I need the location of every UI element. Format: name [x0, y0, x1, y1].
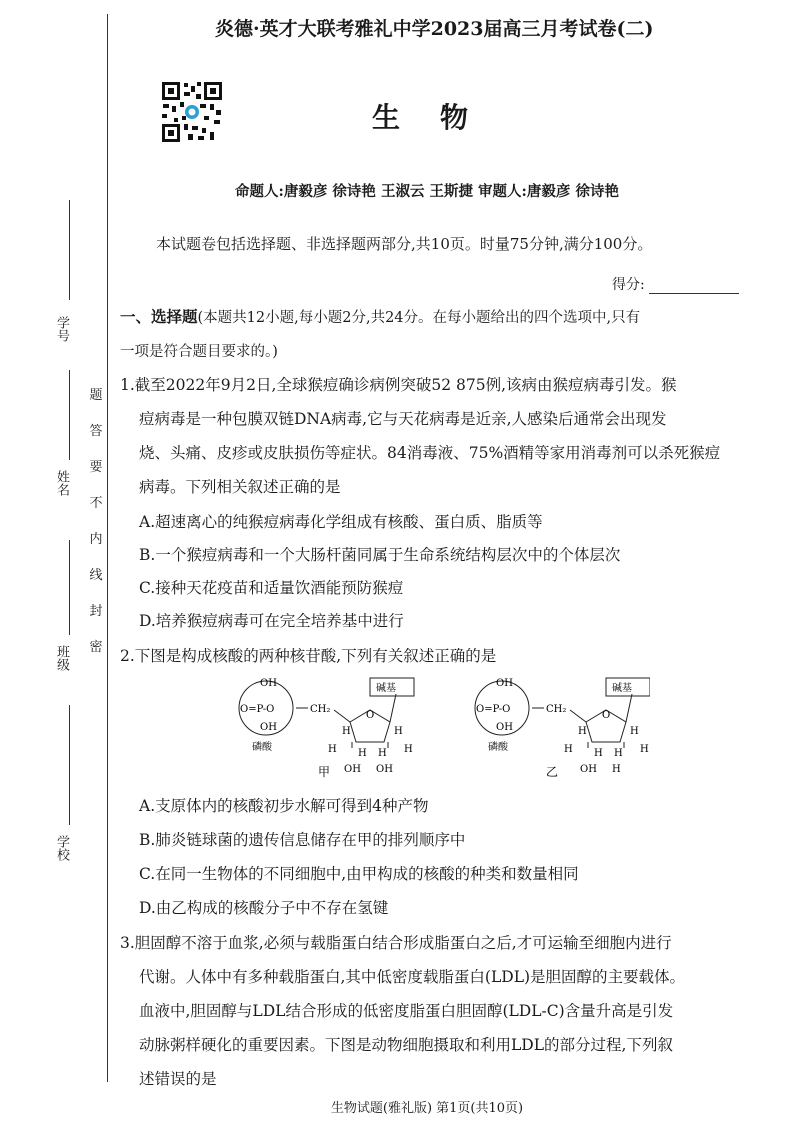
- question-line: 烧、头痛、皮疹或皮肤损伤等症状。84消毒液、75%酒精等家用消毒剂可以杀死猴痘: [139, 444, 721, 462]
- ring-o-label: O: [602, 710, 611, 721]
- school-field[interactable]: [69, 705, 70, 825]
- binding-line: [107, 14, 108, 1082]
- question-line: 血液中,胆固醇与LDL结合形成的低密度脂蛋白胆固醇(LDL-C)含量升高是引发: [139, 1002, 674, 1020]
- nucleotide-b: [475, 678, 650, 779]
- exam-title: 炎德·英才大联考雅礼中学2023届高三月考试卷(二): [215, 18, 654, 40]
- oh-label: OH: [496, 678, 513, 689]
- section-desc: 一项是符合题目要求的。): [120, 344, 278, 360]
- seal-char: 封: [89, 604, 103, 619]
- h-label: H: [640, 744, 649, 755]
- h-label: H: [594, 748, 603, 759]
- base-label: 碱基: [376, 683, 396, 694]
- seal-char: 要: [89, 460, 103, 475]
- oh-label: OH: [580, 764, 597, 775]
- option-b[interactable]: B.肺炎链球菌的遗传信息储存在甲的排列顺序中: [139, 831, 466, 849]
- name-field[interactable]: [69, 370, 70, 460]
- section-heading: [120, 300, 750, 369]
- seal-char: 不: [89, 496, 103, 511]
- oh-label: OH: [260, 722, 277, 733]
- seal-char: 答: [89, 424, 103, 439]
- subject-title: 生物: [372, 101, 509, 134]
- question-line: 痘病毒是一种包膜双链DNA病毒,它与天花病毒是近亲,人感染后通常会出现发: [139, 410, 667, 428]
- seal-char: 线: [89, 568, 103, 583]
- nucleotide-a-label: 甲: [318, 765, 331, 779]
- author-line: 命题人:唐毅彦 徐诗艳 王淑云 王斯捷 审题人:唐毅彦 徐诗艳: [235, 183, 619, 200]
- qr-code-icon[interactable]: [160, 80, 224, 144]
- exam-intro: 本试题卷包括选择题、非选择题两部分,共10页。时量75分钟,满分100分。: [156, 235, 653, 253]
- ch2-label: CH₂: [546, 704, 567, 715]
- class-label: 班级: [54, 645, 69, 671]
- class-field[interactable]: [69, 540, 70, 635]
- page-footer: 生物试题(雅礼版) 第1页(共10页): [330, 1101, 524, 1116]
- oh-label: OH: [496, 722, 513, 733]
- oh-label: OH: [344, 764, 361, 775]
- ch2-label: CH₂: [310, 704, 331, 715]
- question-line: 动脉粥样硬化的重要因素。下图是动物细胞摄取和利用LDL的部分过程,下列叙: [139, 1036, 673, 1054]
- nucleotide-a: [239, 678, 414, 779]
- h-label: H: [394, 726, 403, 737]
- school-label: 学校: [54, 835, 69, 861]
- h-label: H: [378, 748, 387, 759]
- option-d[interactable]: D.培养猴痘病毒可在完全培养基中进行: [139, 612, 404, 630]
- question-2-stem: 2.下图是构成核酸的两种核苷酸,下列有关叙述正确的是: [120, 647, 497, 665]
- h-label: H: [404, 744, 413, 755]
- base-label: 碱基: [612, 683, 632, 694]
- oh-label: OH: [376, 764, 393, 775]
- name-label: 姓名: [54, 470, 69, 496]
- h-label: H: [564, 744, 573, 755]
- option-c[interactable]: C.在同一生物体的不同细胞中,由甲构成的核酸的种类和数量相同: [139, 865, 579, 883]
- phosphate-formula: O=P-O: [476, 704, 511, 715]
- section-title: 一、选择题: [120, 307, 198, 326]
- student-id-field[interactable]: [69, 200, 70, 300]
- oh-label: OH: [260, 678, 277, 689]
- question-line: 3.胆固醇不溶于血浆,必须与载脂蛋白结合形成脂蛋白之后,才可运输至细胞内进行: [120, 934, 672, 952]
- h-label: H: [614, 748, 623, 759]
- question-line: 1.截至2022年9月2日,全球猴痘确诊病例突破52 875例,该病由猴痘病毒引发。猴: [120, 376, 677, 394]
- h-label: H: [612, 764, 621, 775]
- seal-char: 内: [89, 532, 103, 547]
- option-d[interactable]: D.由乙构成的核酸分子中不存在氢键: [139, 899, 389, 917]
- question-3-stem: [120, 926, 750, 1096]
- option-c[interactable]: C.接种天花疫苗和适量饮酒能预防猴痘: [139, 579, 404, 597]
- student-id-label: 学号: [54, 316, 69, 342]
- option-a[interactable]: A.超速离心的纯猴痘病毒化学组成有核酸、蛋白质、脂质等: [139, 513, 543, 531]
- h-label: H: [578, 726, 587, 737]
- seal-char: 题: [89, 388, 103, 403]
- nucleotide-diagram: [230, 672, 650, 784]
- score-label: 得分:: [612, 277, 645, 293]
- option-a[interactable]: A.支原体内的核酸初步水解可得到4种产物: [139, 797, 429, 815]
- h-label: H: [328, 744, 337, 755]
- question-line: 述错误的是: [139, 1070, 217, 1088]
- seal-char: 密: [89, 640, 103, 655]
- question-line: 病毒。下列相关叙述正确的是: [139, 478, 341, 496]
- question-1-stem: [120, 368, 750, 504]
- score-field[interactable]: [649, 279, 739, 294]
- section-desc: (本题共12小题,每小题2分,共24分。在每小题给出的四个选项中,只有: [197, 310, 641, 326]
- h-label: H: [358, 748, 367, 759]
- phosphate-label: 磷酸: [488, 742, 508, 753]
- ring-o-label: O: [366, 710, 375, 721]
- h-label: H: [630, 726, 639, 737]
- phosphate-formula: O=P-O: [240, 704, 275, 715]
- nucleotide-b-label: 乙: [546, 765, 559, 779]
- h-label: H: [342, 726, 351, 737]
- option-b[interactable]: B.一个猴痘病毒和一个大肠杆菌同属于生命系统结构层次中的个体层次: [139, 546, 621, 564]
- question-line: 代谢。人体中有多种载脂蛋白,其中低密度载脂蛋白(LDL)是胆固醇的主要载体。: [139, 968, 686, 986]
- phosphate-label: 磷酸: [252, 742, 272, 753]
- score-box: [612, 274, 739, 294]
